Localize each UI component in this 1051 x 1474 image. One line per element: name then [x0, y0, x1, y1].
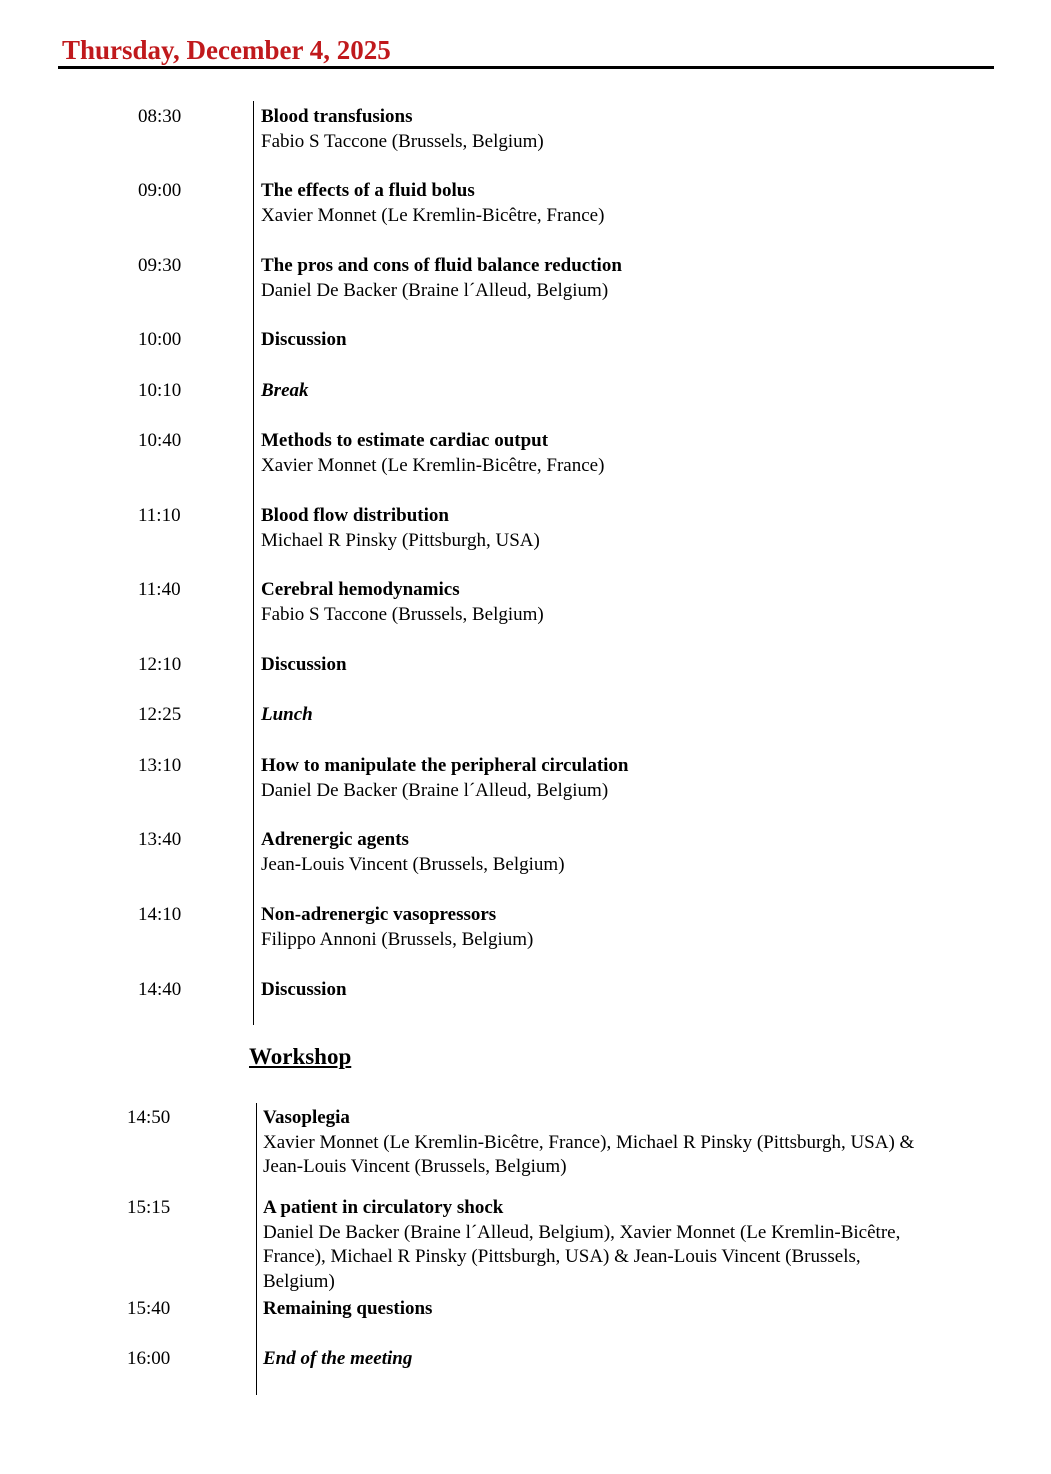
- workshop-heading: Workshop: [249, 1044, 352, 1069]
- session-title: Remaining questions: [263, 1298, 433, 1319]
- session-speaker: Fabio S Taccone (Brussels, Belgium): [261, 603, 544, 625]
- session-details: [261, 578, 961, 627]
- title-divider: [58, 66, 994, 69]
- session-time: 11:40: [138, 579, 181, 600]
- session-title: Lunch: [261, 704, 313, 725]
- session-title: Vasoplegia: [263, 1107, 350, 1128]
- session-title: End of the meeting: [263, 1348, 413, 1369]
- session-speaker: Xavier Monnet (Le Kremlin-Bicêtre, France): [261, 204, 605, 226]
- workshop-divider-line: [256, 1103, 257, 1395]
- session-details: [263, 1106, 931, 1180]
- session-title: A patient in circulatory shock: [263, 1197, 504, 1218]
- session-time: 15:40: [127, 1298, 171, 1319]
- session-time: 12:10: [138, 654, 182, 675]
- session-time: 14:10: [138, 904, 182, 925]
- session-details: [261, 179, 961, 228]
- session-details: [261, 828, 961, 877]
- session-time: 10:00: [138, 329, 182, 350]
- session-details: [261, 504, 961, 553]
- page-title: Thursday, December 4, 2025: [62, 35, 391, 65]
- session-details: [261, 754, 961, 803]
- session-speaker: Daniel De Backer (Braine l´Alleud, Belgium): [261, 779, 609, 801]
- session-time: 15:15: [127, 1197, 171, 1218]
- session-title: Break: [261, 380, 309, 401]
- session-details: [261, 105, 961, 154]
- session-title: Methods to estimate cardiac output: [261, 430, 549, 451]
- session-title: Discussion: [261, 654, 347, 675]
- session-details: [263, 1347, 931, 1372]
- session-title: The pros and cons of fluid balance reduction: [261, 255, 622, 276]
- session-details: [261, 254, 961, 303]
- session-details: [263, 1196, 931, 1294]
- session-speaker: Jean-Louis Vincent (Brussels, Belgium): [261, 853, 565, 875]
- session-time: 10:10: [138, 380, 182, 401]
- session-details: [261, 903, 961, 952]
- schedule-divider-line: [253, 101, 254, 1025]
- session-time: 11:10: [138, 505, 181, 526]
- session-details: [261, 429, 961, 478]
- session-title: Blood flow distribution: [261, 505, 449, 526]
- session-title: Adrenergic agents: [261, 829, 409, 850]
- session-title: Blood transfusions: [261, 106, 413, 127]
- session-time: 09:30: [138, 255, 182, 276]
- session-title: Discussion: [261, 329, 347, 350]
- session-details: [263, 1297, 931, 1322]
- session-title: How to manipulate the peripheral circulation: [261, 755, 629, 776]
- session-time: 13:40: [138, 829, 182, 850]
- session-title: Cerebral hemodynamics: [261, 579, 460, 600]
- session-time: 10:40: [138, 430, 182, 451]
- session-time: 14:50: [127, 1107, 171, 1128]
- session-time: 12:25: [138, 704, 182, 725]
- session-time: 09:00: [138, 180, 182, 201]
- session-title: The effects of a fluid bolus: [261, 180, 475, 201]
- session-details: [261, 379, 961, 404]
- session-speaker: Daniel De Backer (Braine l´Alleud, Belgium), Xavier Monnet (Le Kremlin-Bicêtre, France), Michael R Pinsky (Pittsburgh, USA) & Jean-Louis Vincent (Brussels, Belgium): [263, 1221, 901, 1292]
- session-details: [261, 653, 961, 678]
- session-speaker: Xavier Monnet (Le Kremlin-Bicêtre, France), Michael R Pinsky (Pittsburgh, USA) & Jean-Louis Vincent (Brussels, Belgium): [263, 1131, 915, 1177]
- session-details: [261, 328, 961, 353]
- session-speaker: Daniel De Backer (Braine l´Alleud, Belgium): [261, 279, 609, 301]
- session-speaker: Xavier Monnet (Le Kremlin-Bicêtre, France): [261, 454, 605, 476]
- session-speaker: Michael R Pinsky (Pittsburgh, USA): [261, 529, 540, 551]
- session-speaker: Fabio S Taccone (Brussels, Belgium): [261, 130, 544, 152]
- session-speaker: Filippo Annoni (Brussels, Belgium): [261, 928, 534, 950]
- session-time: 14:40: [138, 979, 182, 1000]
- session-details: [261, 703, 961, 728]
- session-time: 16:00: [127, 1348, 171, 1369]
- session-details: [261, 978, 961, 1003]
- session-title: Non-adrenergic vasopressors: [261, 904, 497, 925]
- session-title: Discussion: [261, 979, 347, 1000]
- session-time: 13:10: [138, 755, 182, 776]
- session-time: 08:30: [138, 106, 182, 127]
